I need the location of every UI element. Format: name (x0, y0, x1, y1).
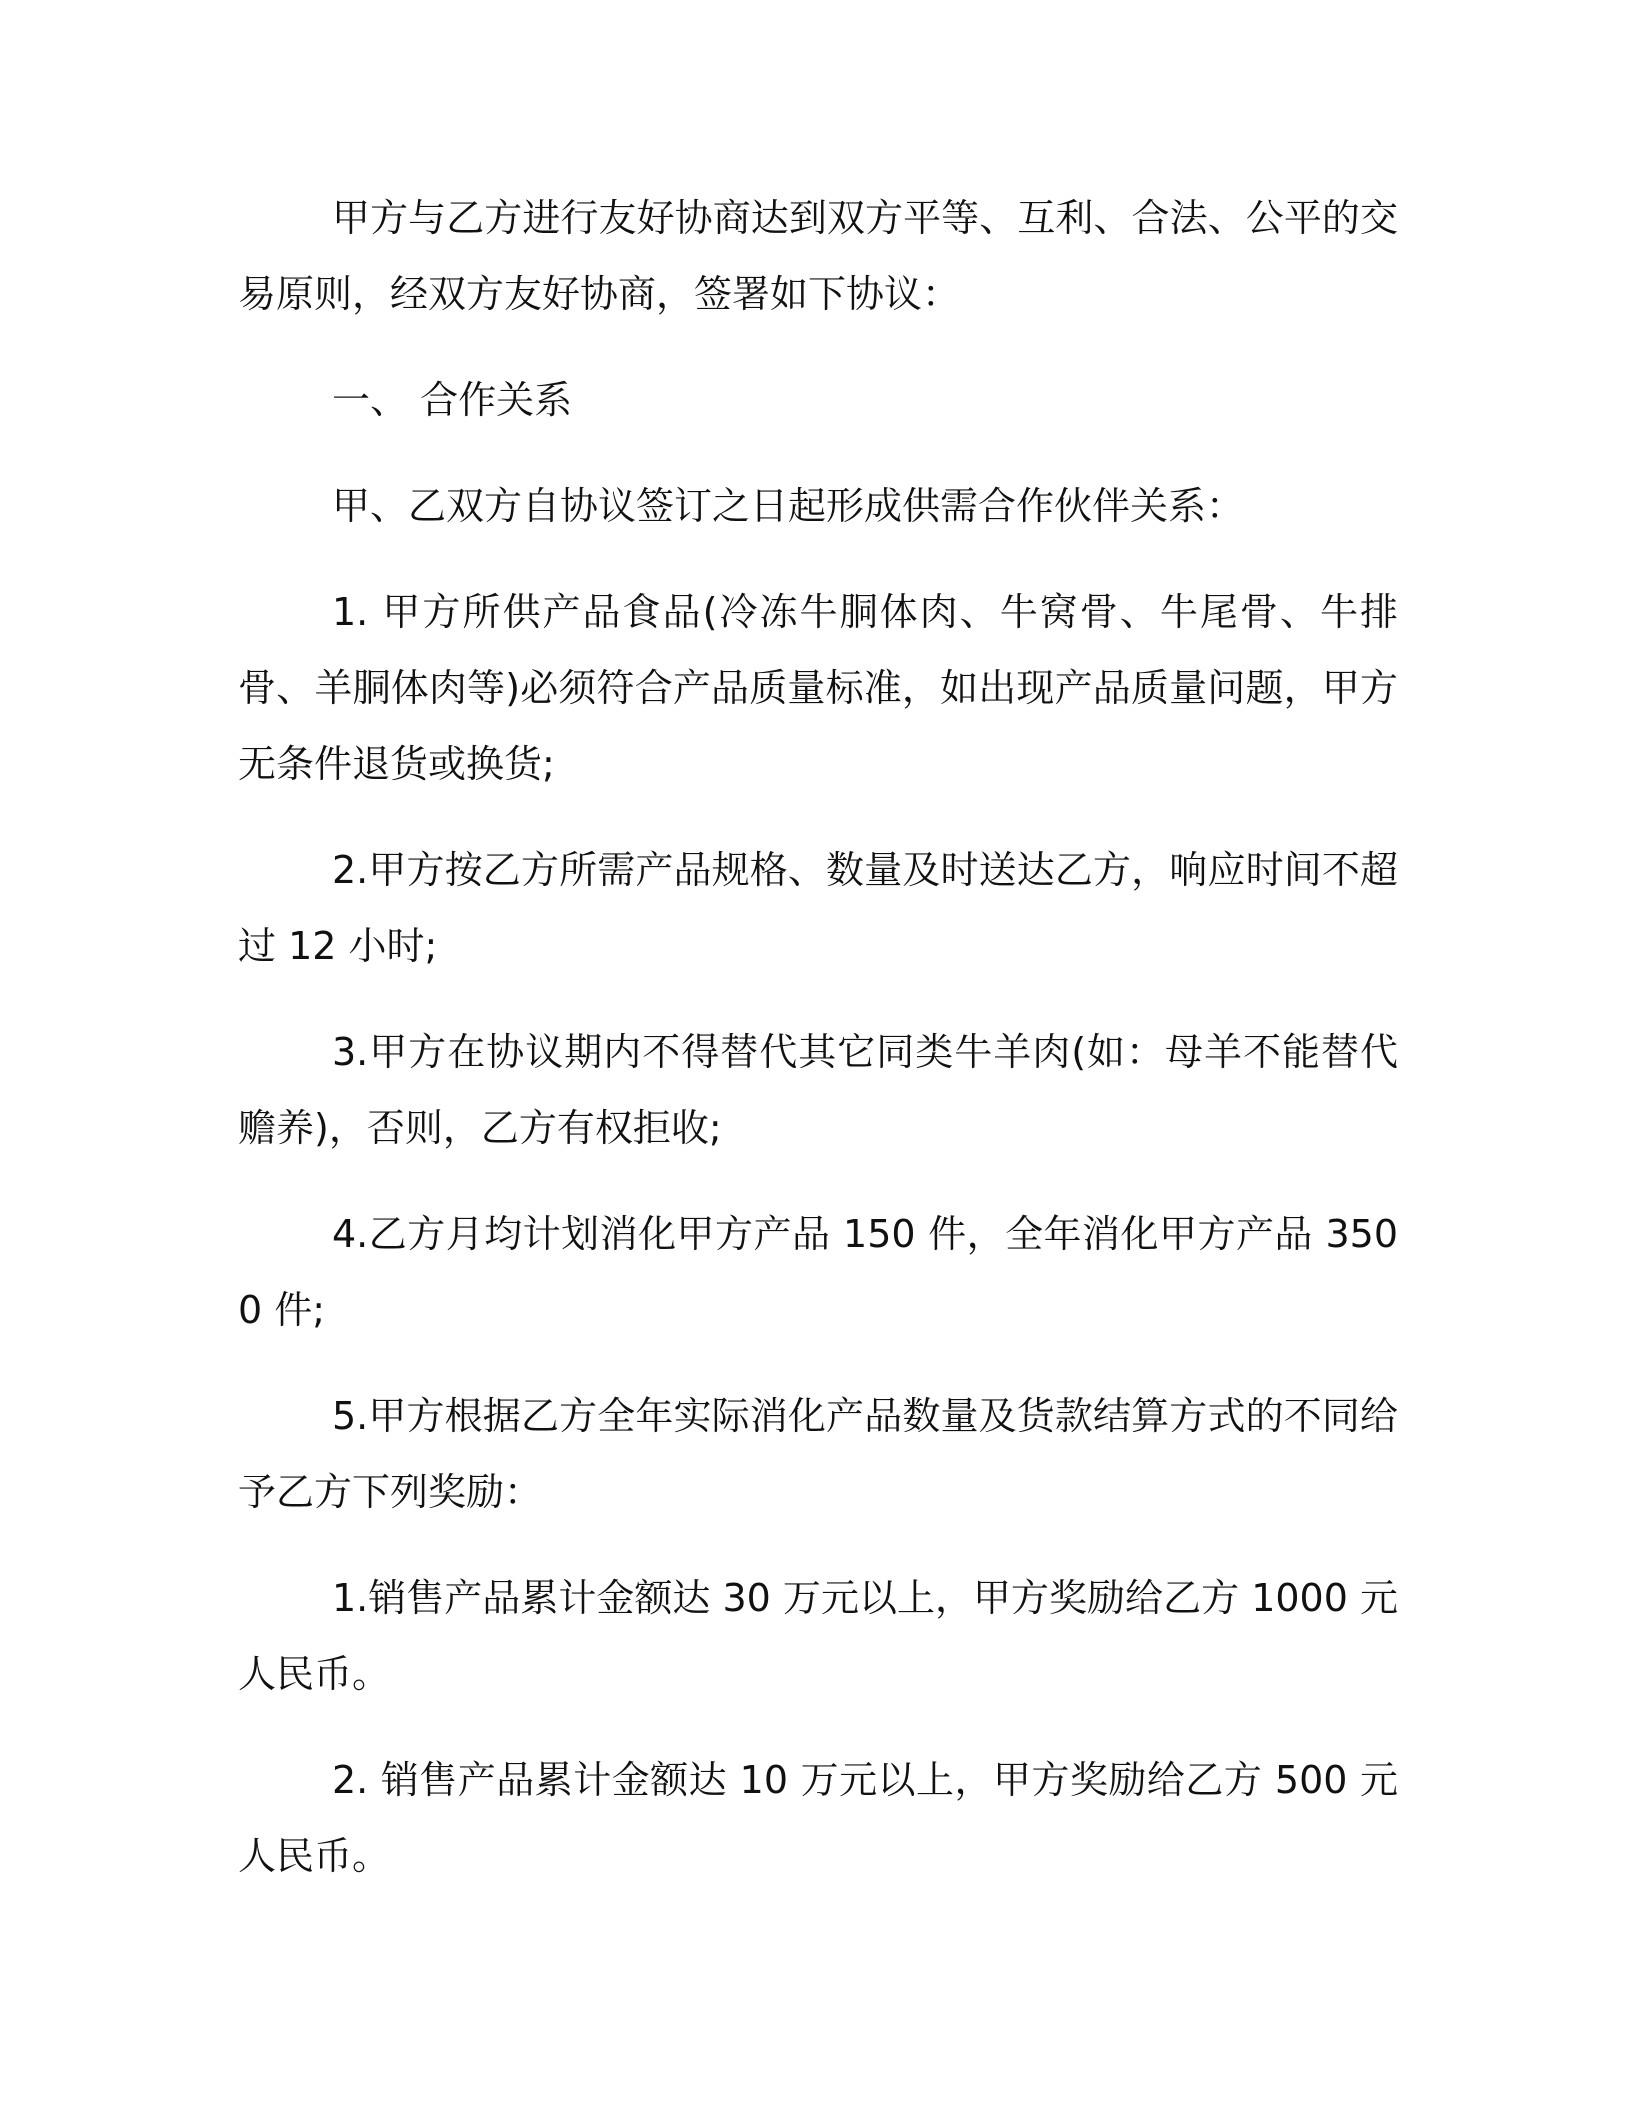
section-heading-cooperation: 一、 合作关系 (332, 378, 573, 422)
clause-5-rewards: 5.甲方根据乙方全年实际消化产品数量及货款结算方式的不同给予乙方下列奖励： (238, 1394, 1398, 1514)
reward-2: 2. 销售产品累计金额达 10 万元以上，甲方奖励给乙方 500 元人民币。 (238, 1758, 1398, 1878)
clause-1-quality: 1. 甲方所供产品食品(冷冻牛胴体肉、牛窝骨、牛尾骨、牛排骨、羊胴体肉等)必须符合产品质量标准，如出现产品质量问题，甲方无条件退货或换货; (238, 590, 1398, 786)
clause-3-substitution: 3.甲方在协议期内不得替代其它同类牛羊肉(如：母羊不能替代赡养)，否则，乙方有权拒收; (238, 1030, 1398, 1150)
reward-1: 1.销售产品累计金额达 30 万元以上，甲方奖励给乙方 1000 元人民币。 (238, 1576, 1398, 1696)
clause-2-delivery: 2.甲方按乙方所需产品规格、数量及时送达乙方，响应时间不超过 12 小时; (238, 848, 1398, 968)
intro-paragraph: 甲方与乙方进行友好协商达到双方平等、互利、合法、公平的交易原则，经双方友好协商，签署如下协议： (238, 196, 1398, 316)
document-body (238, 180, 1398, 1924)
clause-4-volume: 4.乙方月均计划消化甲方产品 150 件，全年消化甲方产品 3500 件; (238, 1212, 1398, 1332)
relationship-paragraph: 甲、乙双方自协议签订之日起形成供需合作伙伴关系： (332, 484, 1245, 528)
